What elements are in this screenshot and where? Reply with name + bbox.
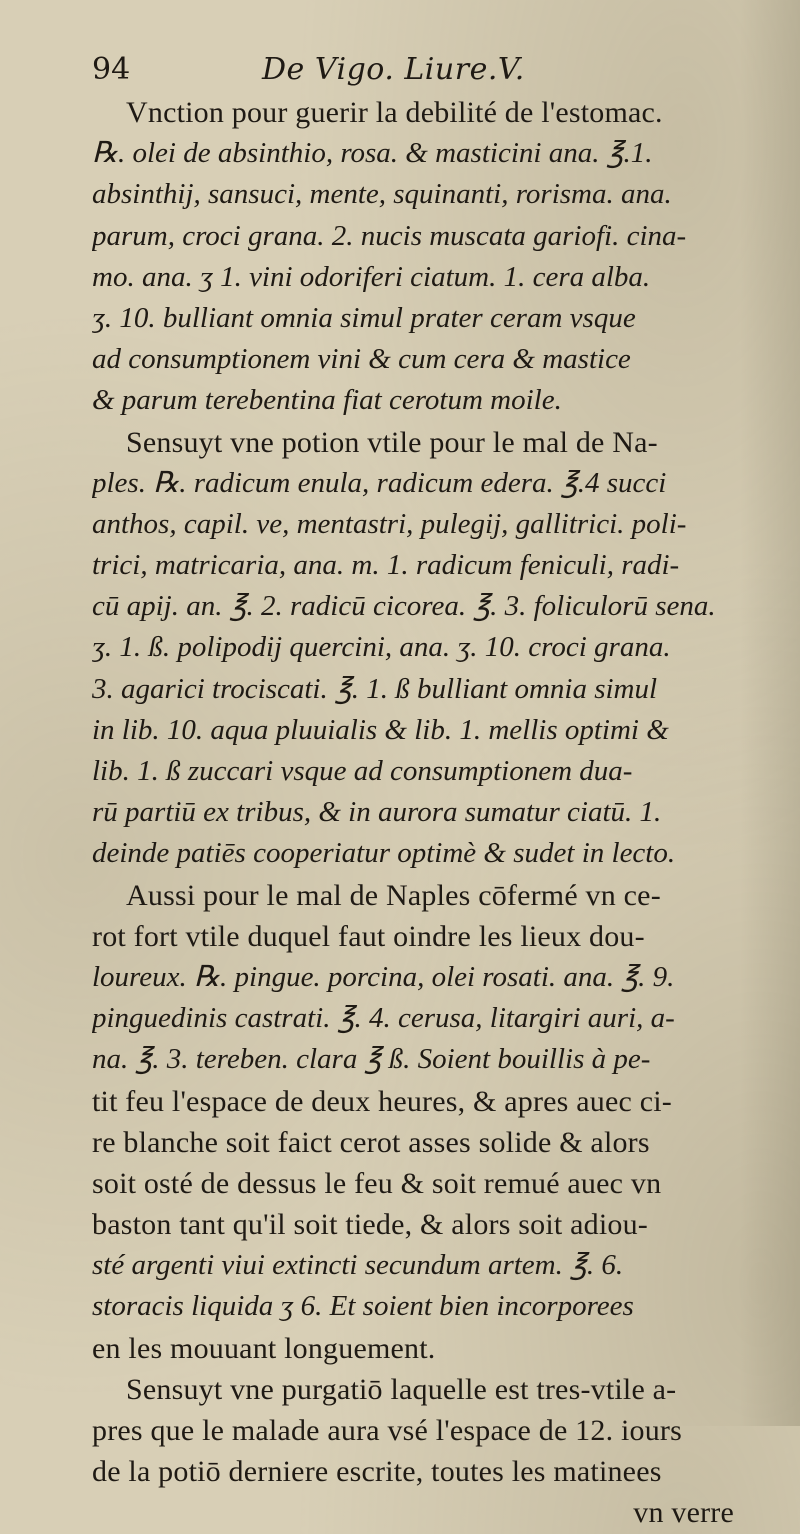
text-line: Vnction pour guerir la debilité de l'estomac.: [126, 96, 663, 129]
text-line: re blanche soit faict cerot asses solide & alors: [92, 1125, 650, 1159]
text-line: Sensuyt vne potion vtile pour le mal de Na-: [126, 425, 658, 459]
text-line: storacis liquida ʒ 6. Et soient bien incorporees: [92, 1290, 634, 1323]
text-block: [92, 92, 742, 1534]
text-line: & parum terebentina fiat cerotum moile.: [92, 384, 562, 417]
text-line: trici, matricaria, ana. m. 1. radicum feniculi, radi-: [92, 549, 680, 582]
text-line: in lib. 10. aqua pluuialis & lib. 1. mellis optimi &: [92, 713, 669, 746]
text-line: baston tant qu'il soit tiede, & alors soit adiou-: [92, 1208, 648, 1242]
text-line: deinde patiēs cooperiatur optimè & sudet in lecto.: [92, 837, 676, 870]
text-line: ad consumptionem vini & cum cera & mastice: [92, 343, 631, 376]
text-line: absinthij, sansuci, mente, squinanti, rorisma. ana.: [92, 178, 672, 211]
text-line: ʒ. 1. ß. polipodij quercini, ana. ʒ. 10. croci grana.: [92, 631, 671, 664]
text-line: 3. agarici trociscati. ℥. 1. ß bulliant omnia simul: [92, 672, 658, 705]
text-line: anthos, capil. ve, mentastri, pulegij, gallitrici. poli-: [92, 507, 687, 540]
text-line: Sensuyt vne purgatiō laquelle est tres-vtile a-: [126, 1372, 677, 1406]
running-head: [92, 48, 732, 92]
text-line: ℞. olei de absinthio, rosa. & masticini ana. ℥.1.: [92, 137, 653, 170]
text-line: rot fort vtile duquel faut oindre les lieux dou-: [92, 919, 645, 953]
catchword: vn verre: [633, 1496, 734, 1530]
text-line: loureux. ℞. pingue. porcina, olei rosati. ana. ℥. 9.: [92, 960, 675, 993]
running-title: De Vigo. Liure.V.: [262, 52, 525, 87]
text-line: soit osté de dessus le feu & soit remué auec vn: [92, 1166, 662, 1200]
text-line: na. ℥. 3. tereben. clara ℥ ß. Soient bouillis à pe-: [92, 1043, 651, 1076]
text-line: pinguedinis castrati. ℥. 4. cerusa, litargiri auri, a-: [92, 1002, 675, 1035]
text-line: de la potiō derniere escrite, toutes les matinees: [92, 1455, 662, 1489]
text-line: lib. 1. ß zuccari vsque ad consumptionem dua-: [92, 755, 633, 787]
text-line: ʒ. 10. bulliant omnia simul prater ceram vsque: [92, 301, 636, 334]
text-line: Aussi pour le mal de Naples cōfermé vn ce-: [126, 878, 661, 912]
page-number: 94: [92, 52, 131, 87]
text-line: pres que le malade aura vsé l'espace de 12. iours: [92, 1414, 682, 1447]
text-line: cū apij. an. ℥. 2. radicū cicorea. ℥. 3. foliculorū sena.: [92, 590, 716, 623]
text-line: tit feu l'espace de deux heures, & apres auec ci-: [92, 1084, 672, 1118]
text-line: sté argenti viui extincti secundum artem. ℥. 6.: [92, 1249, 624, 1282]
text-line: parum, croci grana. 2. nucis muscata gariofi. cina-: [92, 219, 687, 252]
text-line: ples. ℞. radicum enula, radicum edera. ℥.4 succi: [92, 466, 667, 499]
text-line: rū partiū ex tribus, & in aurora sumatur ciatū. 1.: [92, 796, 662, 829]
text-line: mo. ana. ʒ 1. vini odoriferi ciatum. 1. cera alba.: [92, 260, 651, 293]
text-line: en les mouuant longuement.: [92, 1331, 436, 1365]
page-edge-shadow: [740, 0, 800, 1426]
